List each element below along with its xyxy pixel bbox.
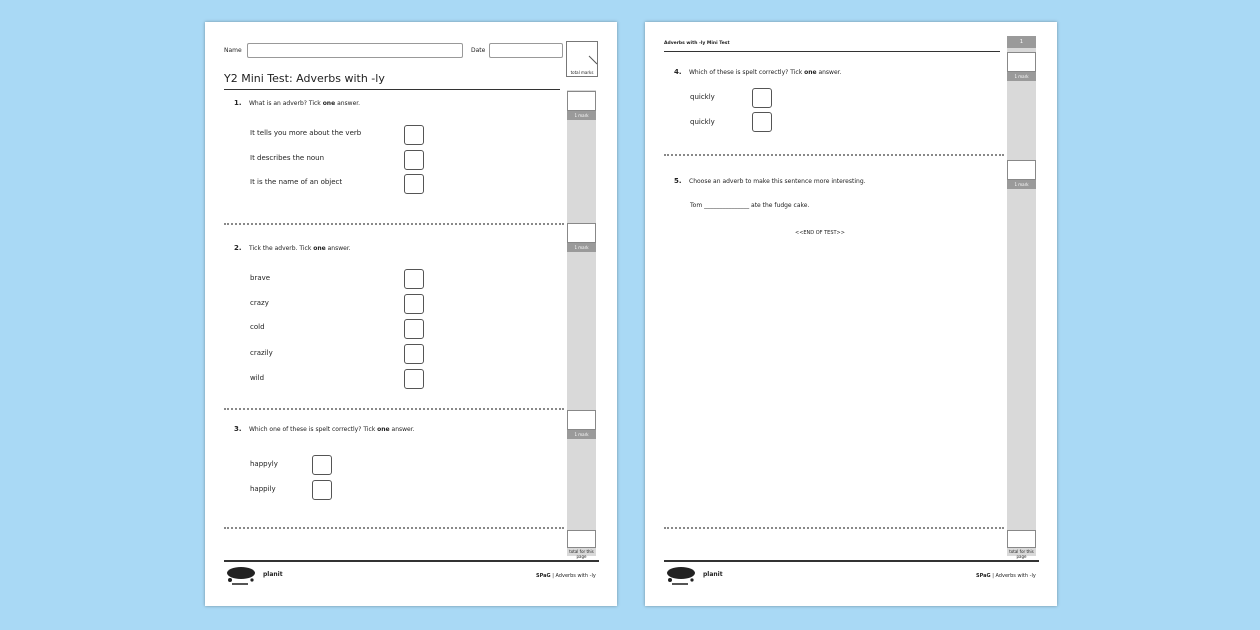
marks-margin-column bbox=[567, 90, 596, 556]
tick-box[interactable] bbox=[752, 112, 772, 132]
question-number: 1. bbox=[234, 99, 242, 107]
option-label: happyly bbox=[250, 460, 278, 468]
mark-label: 1 mark bbox=[567, 243, 596, 252]
question-text: Choose an adverb to make this sentence more interesting. bbox=[689, 178, 866, 185]
question-number: 3. bbox=[234, 425, 242, 433]
page-total-label: total for this page bbox=[1009, 549, 1034, 559]
footer-rule bbox=[664, 560, 1039, 562]
tick-box[interactable] bbox=[404, 344, 424, 364]
diagonal-line-icon bbox=[567, 42, 597, 68]
option-label: It tells you more about the verb bbox=[250, 129, 362, 137]
tick-box[interactable] bbox=[404, 150, 424, 170]
option-label: quickly bbox=[690, 118, 715, 126]
page-total-label: total for this page bbox=[569, 549, 594, 559]
tick-box[interactable] bbox=[404, 125, 424, 145]
question-text: Tick the adverb. Tick one answer. bbox=[249, 245, 351, 252]
tick-box[interactable] bbox=[312, 455, 332, 475]
marks-margin-column bbox=[1007, 36, 1036, 556]
worksheet-page-1 bbox=[205, 22, 617, 606]
option-label: brave bbox=[250, 274, 271, 282]
footer-brand: planit bbox=[703, 571, 723, 578]
mark-label: 1 mark bbox=[567, 111, 596, 120]
question-divider bbox=[664, 154, 1004, 156]
page-total-box[interactable] bbox=[1007, 530, 1036, 548]
tick-box[interactable] bbox=[404, 319, 424, 339]
mark-box[interactable] bbox=[567, 410, 596, 430]
total-marks-box[interactable] bbox=[566, 41, 598, 77]
date-field[interactable] bbox=[489, 43, 563, 58]
question-text: Which of these is spelt correctly? Tick one answer. bbox=[689, 69, 842, 76]
name-field[interactable] bbox=[247, 43, 463, 58]
footer-subject: SPaG | Adverbs with -ly bbox=[976, 573, 1036, 579]
question-divider bbox=[224, 408, 564, 410]
answer-blank[interactable]: _______________ bbox=[704, 202, 750, 209]
option-label: wild bbox=[250, 374, 265, 382]
option-label: happily bbox=[250, 485, 276, 493]
page-header: Adverbs with -ly Mini Test bbox=[664, 41, 730, 46]
tick-box[interactable] bbox=[404, 269, 424, 289]
question-divider bbox=[224, 223, 564, 225]
tick-box[interactable] bbox=[404, 294, 424, 314]
option-label: quickly bbox=[690, 93, 715, 101]
page-number: 1 bbox=[1007, 36, 1036, 48]
end-of-test: <<END OF TEST>> bbox=[795, 230, 845, 236]
mark-box[interactable] bbox=[1007, 160, 1036, 180]
planit-logo bbox=[224, 564, 262, 580]
worksheet-page-2 bbox=[645, 22, 1057, 606]
mark-box[interactable] bbox=[567, 223, 596, 243]
name-label: Name bbox=[224, 47, 242, 54]
option-label: crazily bbox=[250, 349, 273, 357]
sentence: Tom _______________ ate the fudge cake. bbox=[690, 202, 810, 209]
option-label: cold bbox=[250, 323, 265, 331]
question-text: What is an adverb? Tick one answer. bbox=[249, 100, 361, 107]
title-rule bbox=[224, 89, 560, 90]
option-label: It is the name of an object bbox=[250, 178, 343, 186]
tick-box[interactable] bbox=[752, 88, 772, 108]
question-number: 2. bbox=[234, 244, 242, 252]
tick-box[interactable] bbox=[312, 480, 332, 500]
mark-box[interactable] bbox=[1007, 52, 1036, 72]
mark-label: 1 mark bbox=[1007, 180, 1036, 189]
tick-box[interactable] bbox=[404, 174, 424, 194]
page-title: Y2 Mini Test: Adverbs with -ly bbox=[224, 72, 385, 85]
planit-logo bbox=[664, 564, 702, 580]
option-label: crazy bbox=[250, 299, 269, 307]
date-label: Date bbox=[471, 47, 486, 54]
total-marks-label: total marks bbox=[570, 70, 594, 75]
question-divider bbox=[224, 527, 564, 529]
mark-box[interactable] bbox=[567, 91, 596, 111]
page-total-box[interactable] bbox=[567, 530, 596, 548]
question-text: Which one of these is spelt correctly? Tick one answer. bbox=[249, 426, 415, 433]
mark-label: 1 mark bbox=[1007, 72, 1036, 81]
question-divider bbox=[664, 527, 1004, 529]
question-number: 5. bbox=[674, 177, 682, 185]
footer-rule bbox=[224, 560, 599, 562]
mark-label: 1 mark bbox=[567, 430, 596, 439]
footer-subject: SPaG | Adverbs with -ly bbox=[536, 573, 596, 579]
tick-box[interactable] bbox=[404, 369, 424, 389]
footer-brand: planit bbox=[263, 571, 283, 578]
header-rule bbox=[664, 51, 1000, 52]
option-label: It describes the noun bbox=[250, 154, 325, 162]
question-number: 4. bbox=[674, 68, 682, 76]
